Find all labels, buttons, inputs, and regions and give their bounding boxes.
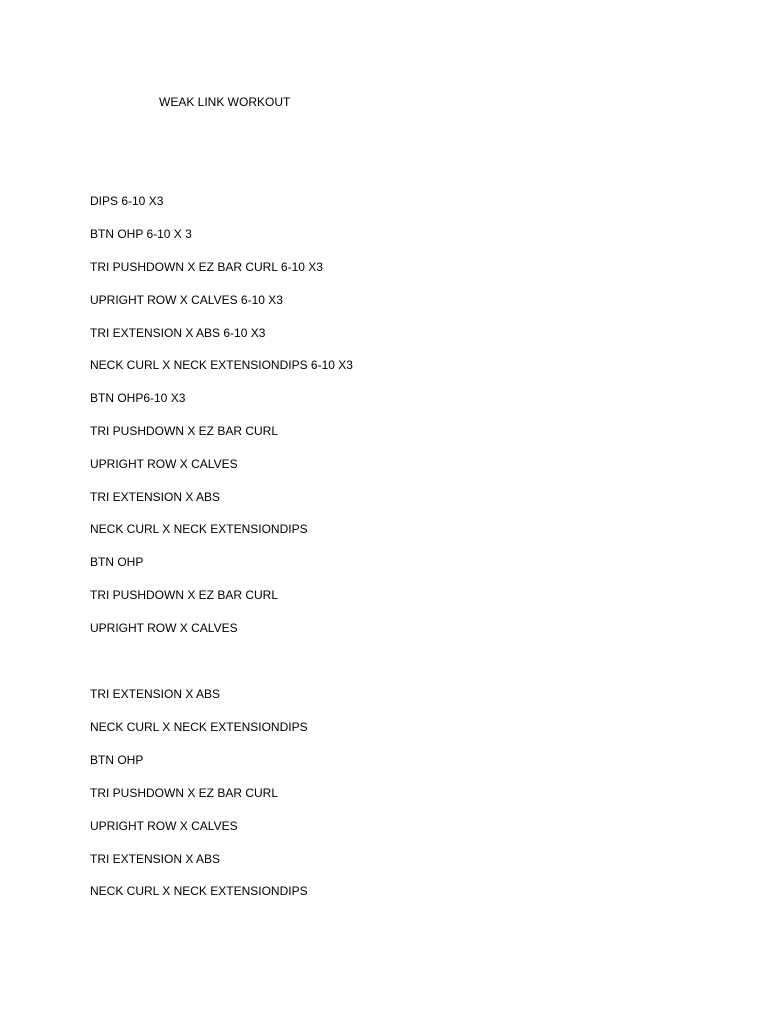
workout-line: TRI EXTENSION X ABS — [90, 852, 221, 866]
workout-line: NECK CURL X NECK EXTENSIONDIPS — [90, 522, 308, 536]
workout-line: TRI PUSHDOWN X EZ BAR CURL — [90, 424, 279, 438]
workout-line: BTN OHP — [90, 555, 144, 569]
workout-line: TRI PUSHDOWN X EZ BAR CURL — [90, 588, 279, 602]
workout-line: TRI EXTENSION X ABS 6-10 X3 — [90, 326, 266, 340]
workout-line: UPRIGHT ROW X CALVES — [90, 819, 238, 833]
workout-line: TRI EXTENSION X ABS — [90, 490, 221, 504]
workout-line: NECK CURL X NECK EXTENSIONDIPS — [90, 720, 308, 734]
workout-line: BTN OHP6-10 X3 — [90, 391, 186, 405]
workout-line: TRI EXTENSION X ABS — [90, 687, 221, 701]
workout-line: BTN OHP — [90, 753, 144, 767]
workout-line: UPRIGHT ROW X CALVES — [90, 621, 238, 635]
workout-line: UPRIGHT ROW X CALVES 6-10 X3 — [90, 293, 283, 307]
workout-line: NECK CURL X NECK EXTENSIONDIPS — [90, 884, 308, 898]
workout-line: BTN OHP 6-10 X 3 — [90, 227, 192, 241]
document-title: WEAK LINK WORKOUT — [159, 95, 291, 109]
workout-line: TRI PUSHDOWN X EZ BAR CURL 6-10 X3 — [90, 260, 323, 274]
workout-line: TRI PUSHDOWN X EZ BAR CURL — [90, 786, 279, 800]
workout-line: UPRIGHT ROW X CALVES — [90, 457, 238, 471]
workout-line: DIPS 6-10 X3 — [90, 194, 164, 208]
workout-line: NECK CURL X NECK EXTENSIONDIPS 6-10 X3 — [90, 358, 353, 372]
